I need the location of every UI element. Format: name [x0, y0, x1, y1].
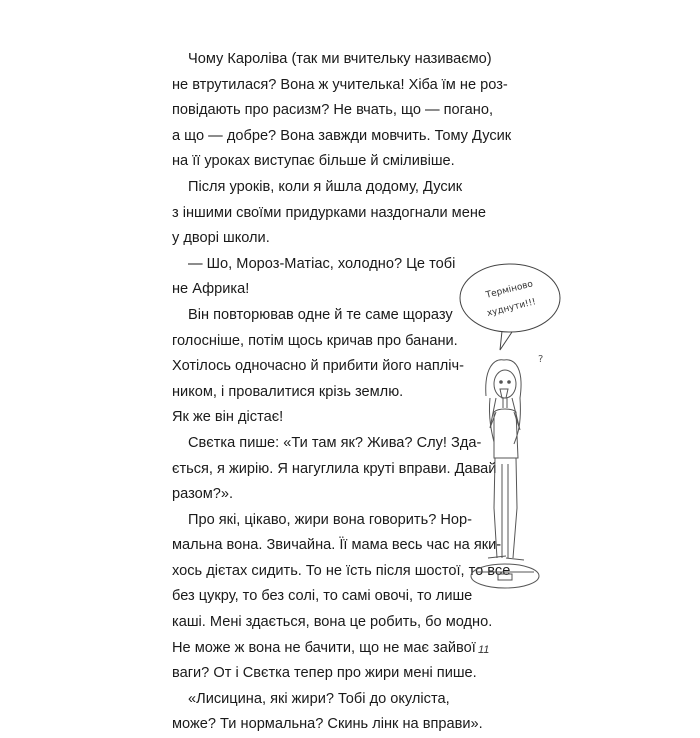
- text-line: без цукру, то без солі, то самі овочі, то лише: [172, 588, 473, 605]
- svg-text:?: ?: [538, 354, 544, 365]
- text-line: Не може ж вона не бачити, що не має зайвої: [172, 639, 476, 656]
- text-line: Він повторював одне й те саме щоразу: [188, 306, 453, 323]
- text-line: повідають про расизм? Не вчать, що — погано,: [172, 102, 494, 119]
- text-line: може? Ти нормальна? Скинь лінк на вправи».: [172, 716, 483, 733]
- page-number: 11: [478, 644, 490, 656]
- text-line: у дворі школи.: [172, 230, 270, 247]
- text-line: на її уроках виступає більше й сміливіше.: [172, 153, 455, 170]
- girl-on-scale-illustration: [450, 258, 570, 598]
- text-line: — Шо, Мороз-Матіас, холодно? Це тобі: [188, 255, 456, 272]
- text-line: Після уроків, коли я йшла додому, Дусик: [188, 178, 463, 195]
- text-line: а що — добре? Вона завжди мовчить. Тому Дусик: [172, 127, 512, 144]
- text-line: хось дієтах сидить. То не їсть після шостої, то все: [172, 562, 511, 579]
- bubble-text-2: худнути!!!: [486, 297, 537, 319]
- bubble-text-1: Терміново: [484, 279, 535, 301]
- text-line: ваги? От і Свєтка тепер про жири мені пише.: [172, 665, 477, 682]
- text-line: Як же він дістає!: [172, 409, 284, 426]
- text-line: «Лисицина, які жири? Тобі до окуліста,: [188, 690, 450, 707]
- text-line: разом?».: [172, 486, 234, 503]
- text-line: з іншими своїми придурками наздогнали мене: [172, 204, 487, 221]
- text-line: не Африка!: [172, 281, 250, 298]
- text-line: каші. Мені здається, вона це робить, бо модно.: [172, 614, 493, 631]
- text-line: ється, я жирію. Я нагуглила круті вправи. Давай: [172, 460, 497, 477]
- text-line: Чому Кароліва (так ми вчительку називаємо): [188, 51, 492, 67]
- text-line: мальна вона. Звичайна. Її мама весь час на яки-: [172, 537, 502, 554]
- text-line: ником, і провалитися крізь землю.: [172, 383, 404, 400]
- text-line: не втрутилася? Вона ж учителька! Хіба їм не роз-: [172, 76, 508, 93]
- text-line: Свєтка пише: «Ти там як? Жива? Слу! Зда-: [188, 434, 482, 451]
- text-line: Хотілось одночасно й прибити його напліч-: [172, 358, 464, 375]
- text-line: Про які, цікаво, жири вона говорить? Нор-: [188, 511, 473, 528]
- text-line: голосніше, потім щось кричав про банани.: [172, 332, 458, 349]
